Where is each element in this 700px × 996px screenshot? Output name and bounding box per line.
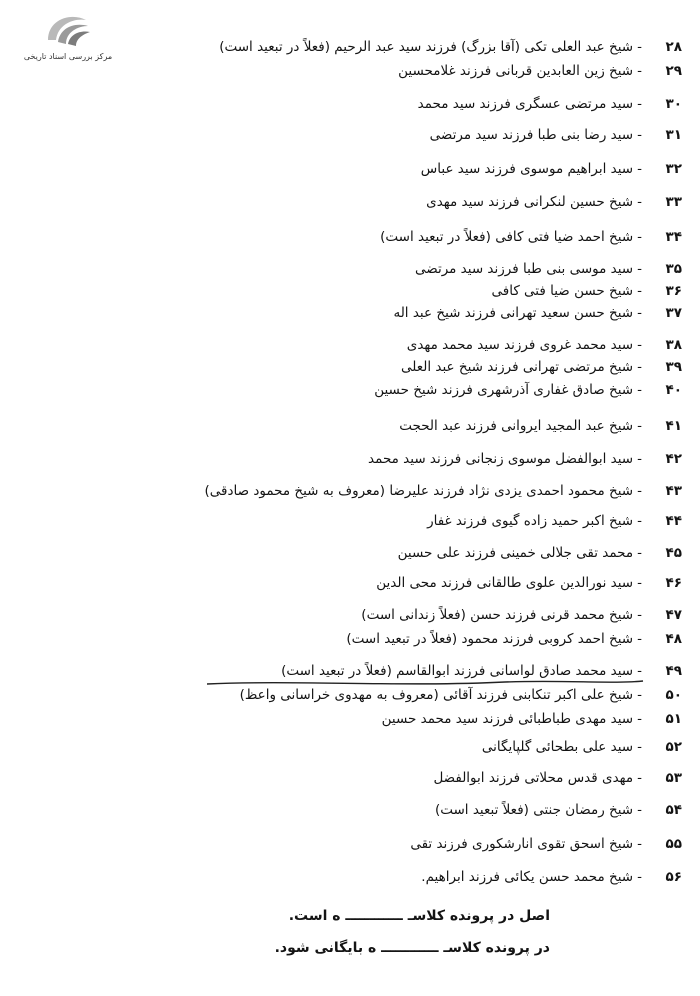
item-number: ۳۶ — [665, 283, 682, 299]
item-number: ۳۹ — [665, 359, 682, 375]
list-item: ۲۹-شیخ زین العابدین قربانی فرزند غلامحسین — [398, 63, 682, 79]
item-text: شیخ محمد حسن یکائی فرزند ابراهیم. — [421, 869, 634, 885]
item-number: ۵۳ — [665, 770, 682, 786]
list-item: ۴۱-شیخ عبد المجید ایروانی فرزند عبد الحجت — [399, 418, 682, 434]
list-item: ۳۶-شیخ حسن ضیا فتی کافی — [491, 283, 682, 299]
item-number: ۳۰ — [665, 96, 682, 112]
item-text: شیخ صادق غفاری آذرشهری فرزند شیخ حسین — [374, 382, 634, 398]
item-text: شیخ حسین لنکرانی فرزند سید مهدی — [426, 194, 634, 210]
item-number: ۴۸ — [665, 631, 682, 647]
item-text: سید ابوالفضل موسوی زنجانی فرزند سید محمد — [368, 451, 634, 467]
item-text: شیخ حسن ضیا فتی کافی — [491, 283, 634, 299]
item-number: ۳۸ — [665, 337, 682, 353]
item-number: ۵۶ — [665, 869, 682, 885]
list-item: ۵۰-شیخ علی اکبر تنکابنی فرزند آقائی (معروف به مهدوی خراسانی واعظ) — [239, 687, 682, 703]
item-text: سید محمد صادق لواسانی فرزند ابوالقاسم (فعلاً در تبعید است) — [281, 663, 634, 679]
item-number: ۴۴ — [665, 513, 682, 529]
item-text: شیخ مرتضی تهرانی فرزند شیخ عبد العلی — [401, 359, 634, 375]
item-text: شیخ علی اکبر تنکابنی فرزند آقائی (معروف به مهدوی خراسانی واعظ) — [239, 687, 634, 703]
item-text: شیخ حسن سعید تهرانی فرزند شیخ عبد اله — [393, 305, 634, 321]
list-item: ۳۸-سید محمد غروی فرزند سید محمد مهدی — [406, 337, 682, 353]
item-text: شیخ محمود احمدی یزدی نژاد فرزند علیرضا (معروف به شیخ محمود صادقی) — [204, 483, 634, 499]
list-item: ۳۷-شیخ حسن سعید تهرانی فرزند شیخ عبد اله — [393, 305, 682, 321]
item-text: شیخ عبد العلی تکی (آقا بزرگ) فرزند سید عبد الرحیم (فعلاً در تبعید است) — [219, 39, 634, 55]
item-number: ۴۱ — [665, 418, 682, 434]
item-number: ۵۱ — [665, 711, 682, 727]
footer-original-note: اصل در پرونده کلاسـ ــــــــــــ ه است. — [288, 908, 550, 924]
item-number: ۳۵ — [665, 261, 682, 277]
item-number: ۴۵ — [665, 545, 682, 561]
list-item: ۴۷-شیخ محمد قرنی فرزند حسن (فعلاً زندانی است) — [361, 607, 682, 623]
item-text: سید ابراهیم موسوی فرزند سید عباس — [420, 161, 634, 177]
item-number: ۴۳ — [665, 483, 682, 499]
item-number: ۳۴ — [665, 229, 682, 245]
list-item: ۳۹-شیخ مرتضی تهرانی فرزند شیخ عبد العلی — [401, 359, 682, 375]
item-text: مهدی قدس محلاتی فرزند ابوالفضل — [433, 770, 634, 786]
item-text: سید رضا بنی طبا فرزند سید مرتضی — [429, 127, 634, 143]
item-text: شیخ اسحق تقوی انارشکوری فرزند تقی — [410, 836, 634, 852]
archive-logo-text: مرکز بررسی اسناد تاریخی — [23, 52, 113, 61]
item-text: سید مرتضی عسگری فرزند سید محمد — [417, 96, 634, 112]
item-text: محمد تقی جلالی خمینی فرزند علی حسین — [397, 545, 634, 561]
item-number: ۴۹ — [665, 663, 682, 679]
item-text: شیخ احمد ضیا فتی کافی (فعلاً در تبعید است) — [380, 229, 634, 245]
list-item: ۳۴-شیخ احمد ضیا فتی کافی (فعلاً در تبعید است) — [380, 229, 682, 245]
item-text: سید موسی بنی طبا فرزند سید مرتضی — [414, 261, 634, 277]
item-number: ۲۹ — [665, 63, 682, 79]
list-item: ۳۲-سید ابراهیم موسوی فرزند سید عباس — [420, 161, 682, 177]
item-text: شیخ اکبر حمید زاده گیوی فرزند غفار — [427, 513, 634, 529]
item-number: ۴۷ — [665, 607, 682, 623]
list-item: ۵۴-شیخ رمضان جنتی (فعلاً تبعید است) — [434, 802, 682, 818]
list-item: ۴۳-شیخ محمود احمدی یزدی نژاد فرزند علیرضا (معروف به شیخ محمود صادقی) — [204, 483, 682, 499]
item-number: ۵۴ — [665, 802, 682, 818]
item-text: سید علی بطحائی گلپایگانی — [481, 739, 634, 755]
item-text: شیخ زین العابدین قربانی فرزند غلامحسین — [398, 63, 634, 79]
list-item: ۴۵-محمد تقی جلالی خمینی فرزند علی حسین — [397, 545, 682, 561]
item-number: ۵۵ — [665, 836, 682, 852]
list-item: ۳۳-شیخ حسین لنکرانی فرزند سید مهدی — [426, 194, 682, 210]
item-text: شیخ احمد کروبی فرزند محمود (فعلاً در تبعید است) — [346, 631, 634, 647]
item-number: ۴۲ — [665, 451, 682, 467]
list-item: ۴۸-شیخ احمد کروبی فرزند محمود (فعلاً در تبعید است) — [346, 631, 682, 647]
item-number: ۵۰ — [665, 687, 682, 703]
handwritten-underline — [205, 678, 645, 688]
item-number: ۴۰ — [665, 382, 682, 398]
item-text: شیخ رمضان جنتی (فعلاً تبعید است) — [434, 802, 634, 818]
item-text: شیخ محمد قرنی فرزند حسن (فعلاً زندانی است) — [361, 607, 634, 623]
list-item: ۴۲-سید ابوالفضل موسوی زنجانی فرزند سید محمد — [368, 451, 682, 467]
list-item: ۳۰-سید مرتضی عسگری فرزند سید محمد — [417, 96, 682, 112]
item-text: سید مهدی طباطبائی فرزند سید محمد حسین — [381, 711, 634, 727]
list-item: ۴۹-سید محمد صادق لواسانی فرزند ابوالقاسم (فعلاً در تبعید است) — [281, 663, 682, 679]
list-item: ۴۴-شیخ اکبر حمید زاده گیوی فرزند غفار — [427, 513, 682, 529]
list-item: ۵۵-شیخ اسحق تقوی انارشکوری فرزند تقی — [410, 836, 682, 852]
list-item: ۳۱-سید رضا بنی طبا فرزند سید مرتضی — [429, 127, 682, 143]
list-item: ۲۸-شیخ عبد العلی تکی (آقا بزرگ) فرزند سید عبد الرحیم (فعلاً در تبعید است) — [219, 39, 682, 55]
item-number: ۳۲ — [665, 161, 682, 177]
item-number: ۵۲ — [665, 739, 682, 755]
list-item: ۵۲-سید علی بطحائی گلپایگانی — [481, 739, 682, 755]
list-item: ۵۳-مهدی قدس محلاتی فرزند ابوالفضل — [433, 770, 682, 786]
list-item: ۳۵-سید موسی بنی طبا فرزند سید مرتضی — [414, 261, 682, 277]
item-number: ۴۶ — [665, 575, 682, 591]
item-text: سید محمد غروی فرزند سید محمد مهدی — [406, 337, 634, 353]
list-item: ۵۶-شیخ محمد حسن یکائی فرزند ابراهیم. — [421, 869, 682, 885]
item-number: ۳۳ — [665, 194, 682, 210]
item-text: سید نورالدین علوی طالقانی فرزند محی الدین — [376, 575, 634, 591]
list-item: ۴۶-سید نورالدین علوی طالقانی فرزند محی الدین — [376, 575, 682, 591]
footer-archive-note: در پرونده کلاسـ ــــــــــــ ه بایگانی شود. — [274, 940, 550, 956]
list-item: ۴۰-شیخ صادق غفاری آذرشهری فرزند شیخ حسین — [374, 382, 682, 398]
item-number: ۲۸ — [665, 39, 682, 55]
item-number: ۳۷ — [665, 305, 682, 321]
list-item: ۵۱-سید مهدی طباطبائی فرزند سید محمد حسین — [381, 711, 682, 727]
item-number: ۳۱ — [665, 127, 682, 143]
item-text: شیخ عبد المجید ایروانی فرزند عبد الحجت — [399, 418, 634, 434]
